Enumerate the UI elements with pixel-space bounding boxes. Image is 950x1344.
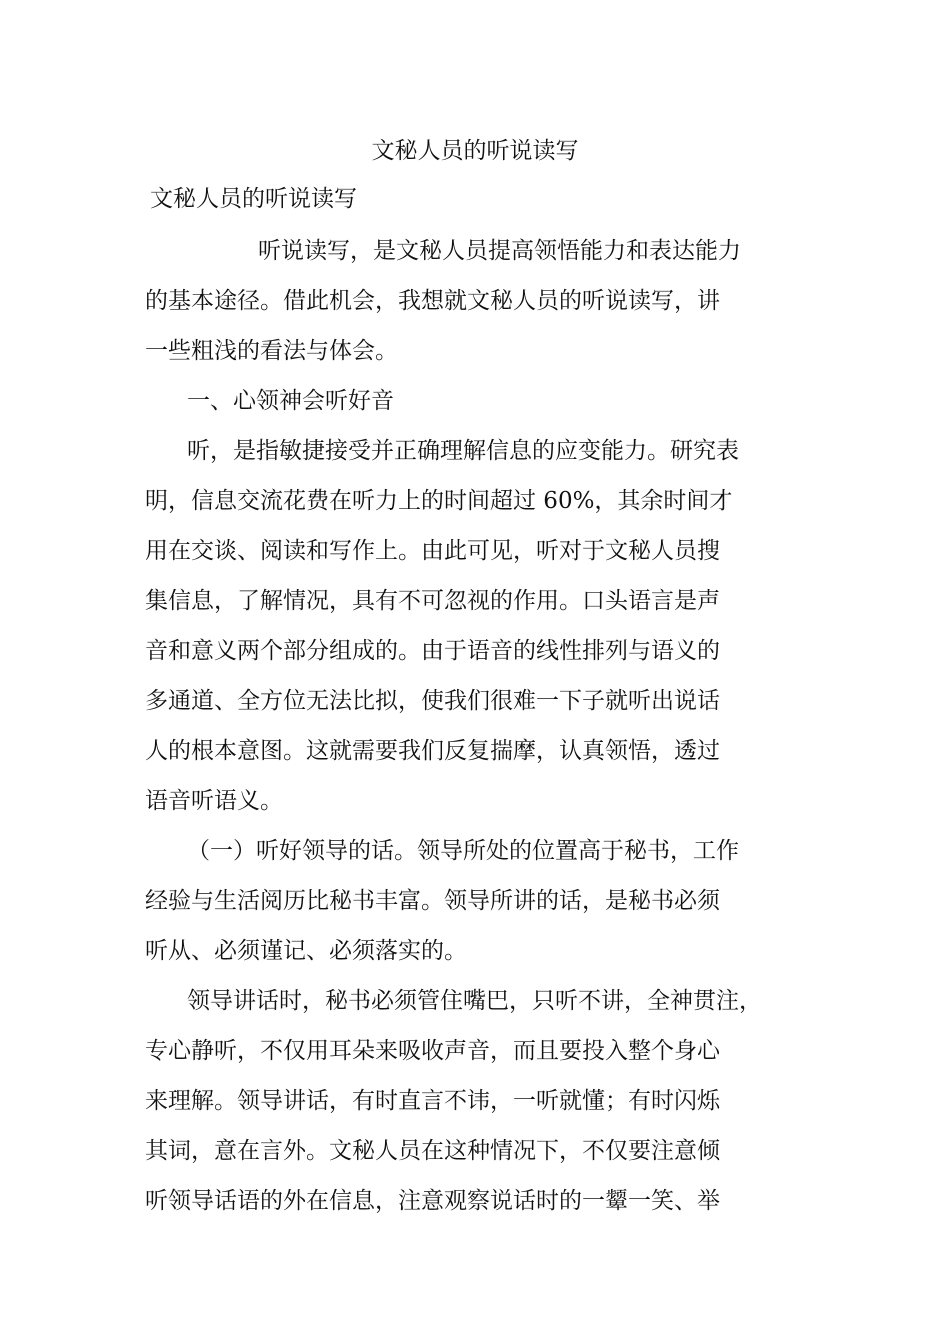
paragraph-line: （一）听好领导的话。领导所处的位置高于秘书，工作: [187, 838, 739, 864]
paragraph-line: 明，信息交流花费在听力上的时间超过 60%，其余时间才: [145, 488, 733, 514]
paragraph-line: 人的根本意图。这就需要我们反复揣摩，认真领悟，透过: [145, 738, 720, 764]
paragraph-line: 用在交谈、阅读和写作上。由此可见，听对于文秘人员搜: [145, 538, 720, 564]
document-subtitle: 文秘人员的听说读写: [150, 186, 357, 212]
paragraph-line: 集信息，了解情况，具有不可忽视的作用。口头语言是声: [145, 588, 720, 614]
document-title: 文秘人员的听说读写: [371, 138, 579, 164]
paragraph-line: 听领导话语的外在信息，注意观察说话时的一颦一笑、举: [145, 1188, 720, 1214]
paragraph-line: 一些粗浅的看法与体会。: [145, 338, 398, 364]
paragraph-line: 其词，意在言外。文秘人员在这种情况下，不仅要注意倾: [145, 1138, 720, 1164]
paragraph-line: 的基本途径。借此机会，我想就文秘人员的听说读写，讲: [145, 288, 720, 314]
paragraph-line: 语音听语义。: [145, 788, 283, 814]
section-heading: 一、心领神会听好音: [187, 388, 394, 414]
paragraph-line: 听，是指敏捷接受并正确理解信息的应变能力。研究表: [187, 438, 739, 464]
paragraph-line: 经验与生活阅历比秘书丰富。领导所讲的话，是秘书必须: [145, 888, 720, 914]
paragraph-line: 多通道、全方位无法比拟，使我们很难一下子就听出说话: [145, 688, 720, 714]
paragraph-line: 领导讲话时，秘书必须管住嘴巴，只听不讲，全神贯注，: [187, 988, 762, 1014]
paragraph-line: 听说读写，是文秘人员提高领悟能力和表达能力: [258, 238, 741, 264]
paragraph-line: 音和意义两个部分组成的。由于语音的线性排列与语义的: [145, 638, 720, 664]
paragraph-line: 专心静听，不仅用耳朵来吸收声音，而且要投入整个身心: [145, 1038, 720, 1064]
paragraph-line: 听从、必须谨记、必须落实的。: [145, 938, 467, 964]
paragraph-line: 来理解。领导讲话，有时直言不讳，一听就懂；有时闪烁: [145, 1088, 720, 1114]
